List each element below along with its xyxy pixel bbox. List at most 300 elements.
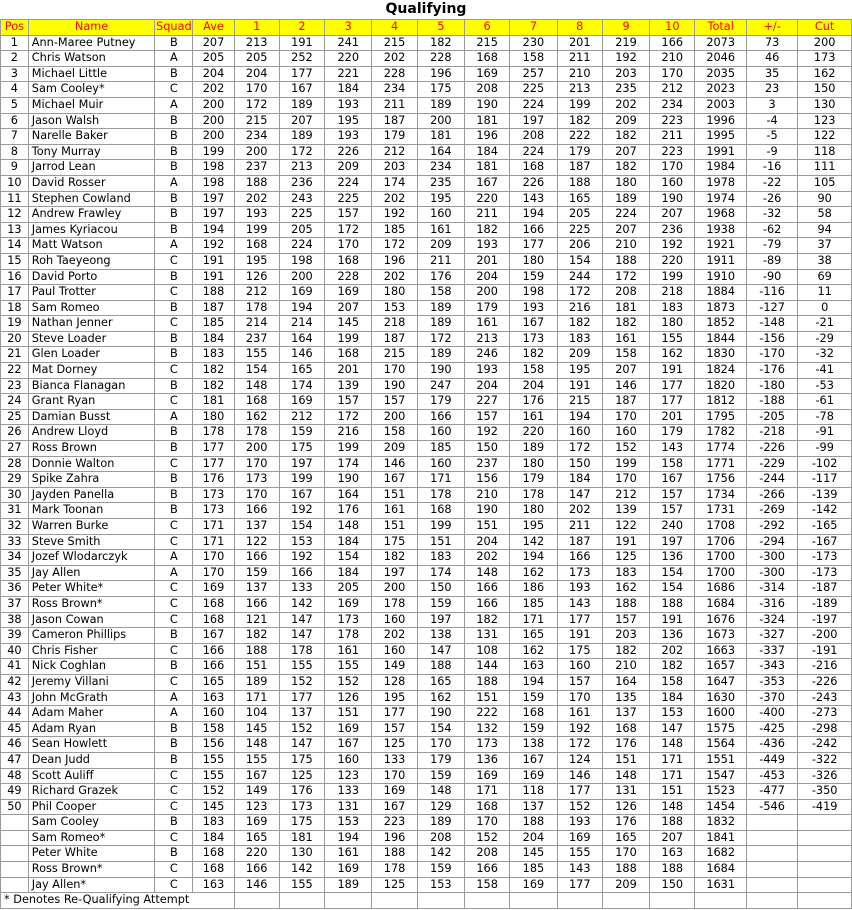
table-cell: B [155,425,193,441]
table-cell: 185 [417,441,464,457]
table-cell: 146 [372,456,417,472]
table-cell: 190 [465,503,510,519]
table-cell: 166 [234,550,279,566]
table-cell: C [155,674,193,690]
table-cell: B [155,503,193,519]
table-cell: 1454 [695,799,746,815]
table-cell: 151 [465,690,510,706]
table-cell: 133 [372,752,417,768]
table-cell: 178 [234,300,279,316]
table-cell: 1984 [695,160,746,176]
table-cell: Michael Little [28,66,155,82]
table-cell: 169 [325,596,372,612]
table-cell: -477 [746,784,797,800]
table-row [1,581,852,597]
table-cell: -117 [798,472,852,488]
table-cell: 186 [510,581,557,597]
table-cell: 145 [234,721,279,737]
qualifying-table [0,19,852,909]
table-cell: 200 [234,144,279,160]
table-cell: 199 [650,269,695,285]
table-cell: 1630 [695,690,746,706]
table-cell: 212 [372,144,417,160]
table-cell: 166 [465,581,510,597]
table-cell: A [155,409,193,425]
table-cell: Mark Toonan [28,503,155,519]
table-cell: 1974 [695,191,746,207]
table-cell: -4 [746,113,797,129]
table-cell: 159 [417,596,464,612]
table-cell: 191 [557,378,602,394]
table-cell: 169 [372,784,417,800]
table-cell: 1547 [695,768,746,784]
table-cell: 225 [279,207,324,223]
table-cell: 169 [325,862,372,878]
table-cell: 188 [650,596,695,612]
table-cell [798,862,852,878]
table-cell: -99 [798,441,852,457]
table-cell: 166 [650,35,695,51]
table-cell: 1832 [695,815,746,831]
table-cell: 185 [193,316,234,332]
table-cell: C [155,394,193,410]
table-cell: 1 [1,35,29,51]
table-cell: 167 [372,472,417,488]
table-cell: B [155,66,193,82]
table-cell: 257 [510,66,557,82]
table-row [1,409,852,425]
table-cell: 162 [798,66,852,82]
table-row [1,331,852,347]
table-cell: 1684 [695,596,746,612]
table-cell: 195 [557,363,602,379]
table-cell: 168 [325,253,372,269]
table-cell: 1978 [695,175,746,191]
table-cell: 27 [1,441,29,457]
table-cell: 176 [417,269,464,285]
table-cell: 1756 [695,472,746,488]
table-cell: 179 [417,394,464,410]
table-cell: 147 [557,487,602,503]
table-cell: 191 [650,363,695,379]
table-cell: 195 [510,519,557,535]
table-cell: 157 [372,721,417,737]
table-cell: 36 [1,581,29,597]
table-cell: 1841 [695,830,746,846]
table-cell: 145 [193,799,234,815]
table-cell: A [155,690,193,706]
table-cell: 189 [279,97,324,113]
table-cell: 173 [465,737,510,753]
table-cell: 153 [372,300,417,316]
table-cell: -292 [746,519,797,535]
column-header-6: 6 [465,20,510,36]
table-cell: 139 [602,503,649,519]
table-cell: -205 [746,409,797,425]
table-cell: 158 [510,51,557,67]
table-cell: 24 [1,394,29,410]
column-header-2: 2 [279,20,324,36]
table-cell: Nathan Jenner [28,316,155,332]
table-cell: 184 [465,144,510,160]
table-cell: 188 [557,175,602,191]
table-row [1,300,852,316]
table-cell: 170 [193,565,234,581]
table-cell: 183 [193,815,234,831]
table-cell: Adam Ryan [28,721,155,737]
table-cell: 215 [372,347,417,363]
table-cell: C [155,596,193,612]
table-cell: 131 [325,799,372,815]
table-cell: Ross Brown* [28,596,155,612]
table-cell: 207 [602,222,649,238]
table-cell: 194 [510,674,557,690]
table-cell: 22 [1,363,29,379]
table-cell: 183 [602,565,649,581]
table-cell: 154 [650,565,695,581]
table-cell: Steve Smith [28,534,155,550]
table-cell: Mat Dorney [28,363,155,379]
table-cell: 173 [234,472,279,488]
table-cell: 224 [510,144,557,160]
table-cell: C [155,581,193,597]
table-cell: 189 [417,97,464,113]
table-row [1,441,852,457]
table-cell: 204 [234,66,279,82]
table-cell: 204 [510,378,557,394]
table-cell: -243 [798,690,852,706]
column-header-9: 9 [602,20,649,36]
table-cell: -266 [746,487,797,503]
table-cell: -173 [798,550,852,566]
column-header-total: Total [695,20,746,36]
table-cell: 210 [557,66,602,82]
table-cell: 1795 [695,409,746,425]
table-cell: 167 [510,752,557,768]
table-cell: 1575 [695,721,746,737]
table-cell: 172 [557,737,602,753]
table-cell: 207 [602,144,649,160]
table-cell: 158 [650,674,695,690]
table-cell: 28 [1,456,29,472]
table-cell: 161 [417,222,464,238]
table-cell: Ann-Maree Putney [28,35,155,51]
table-cell: 178 [372,862,417,878]
table-cell: Glen Loader [28,347,155,363]
table-cell: C [155,862,193,878]
table-cell: 123 [325,768,372,784]
table-cell: 20 [1,331,29,347]
table-cell: 188 [650,815,695,831]
table-cell: 152 [193,784,234,800]
table-cell: 196 [417,66,464,82]
table-cell: 29 [1,472,29,488]
table-cell: 30 [1,487,29,503]
table-cell: 194 [279,300,324,316]
table-cell: 169 [465,66,510,82]
table-cell: 202 [193,82,234,98]
table-cell: 160 [325,752,372,768]
table-cell: B [155,207,193,223]
empty-cell [372,893,417,909]
table-cell: 160 [193,706,234,722]
table-cell: 1910 [695,269,746,285]
table-cell: 207 [279,113,324,129]
table-cell: 41 [1,659,29,675]
table-cell: 194 [193,222,234,238]
table-cell: 94 [798,222,852,238]
table-cell: B [155,331,193,347]
table-cell: 25 [1,409,29,425]
table-cell: 188 [465,674,510,690]
table-cell: 158 [602,347,649,363]
table-cell [1,877,29,893]
table-cell: Ross Brown [28,441,155,457]
table-row [1,503,852,519]
table-cell: 2073 [695,35,746,51]
table-cell: 135 [602,690,649,706]
table-cell: -89 [746,253,797,269]
table-cell: 175 [279,441,324,457]
table-cell: 1673 [695,628,746,644]
table-cell: 142 [510,534,557,550]
table-cell: 1852 [695,316,746,332]
table-cell: 189 [510,441,557,457]
table-cell: 172 [557,441,602,457]
table-cell: 149 [372,659,417,675]
table-cell: 168 [510,160,557,176]
table-cell: 155 [325,659,372,675]
table-cell: 183 [417,550,464,566]
table-cell: Jarrod Lean [28,160,155,176]
table-cell: 151 [650,784,695,800]
table-cell: 1551 [695,752,746,768]
table-cell: 177 [193,456,234,472]
table-cell: 225 [510,82,557,98]
table-cell: C [155,363,193,379]
table-cell: 236 [279,175,324,191]
table-row [1,425,852,441]
table-cell: 166 [465,862,510,878]
table-cell: 157 [650,503,695,519]
table-cell: 184 [650,690,695,706]
table-cell: 188 [602,596,649,612]
table-cell: 207 [650,830,695,846]
table-cell [1,846,29,862]
table-cell: 143 [557,596,602,612]
table-cell: 13 [1,222,29,238]
table-cell: 211 [465,207,510,223]
table-cell: 165 [557,191,602,207]
table-cell: 191 [193,253,234,269]
table-cell: 1824 [695,363,746,379]
table-cell: 205 [325,581,372,597]
table-cell: 210 [602,238,649,254]
table-cell: 144 [465,659,510,675]
table-cell: 155 [234,347,279,363]
table-cell: 39 [1,628,29,644]
table-cell: 1700 [695,550,746,566]
footnote: * Denotes Re-Qualifying Attempt [1,893,235,909]
table-cell: 171 [650,752,695,768]
table-cell: -337 [746,643,797,659]
table-cell: -300 [746,550,797,566]
table-cell: 118 [798,144,852,160]
table-cell: 176 [279,784,324,800]
table-cell: 165 [279,363,324,379]
table-cell: 162 [417,690,464,706]
table-cell: 7 [1,129,29,145]
table-cell: 142 [279,862,324,878]
table-cell: B [155,347,193,363]
table-cell: 170 [465,815,510,831]
table-cell: 170 [650,160,695,176]
table-cell: 35 [746,66,797,82]
table-cell: 148 [325,519,372,535]
table-cell: 159 [417,862,464,878]
table-cell: 182 [602,643,649,659]
table-cell: 220 [325,51,372,67]
table-cell: 1647 [695,674,746,690]
table-cell: 171 [510,612,557,628]
table-row [1,347,852,363]
table-cell: 1663 [695,643,746,659]
table-cell: 182 [193,363,234,379]
table-cell: 168 [465,51,510,67]
table-cell: 192 [279,503,324,519]
column-header-plus-minus: +/- [746,20,797,36]
table-cell: 193 [325,97,372,113]
table-cell: 17 [1,285,29,301]
table-cell: 175 [417,82,464,98]
table-cell: 145 [510,846,557,862]
table-cell: 199 [557,97,602,113]
table-cell: Jozef Wlodarczyk [28,550,155,566]
table-cell: 181 [193,394,234,410]
table-cell: 163 [193,690,234,706]
table-cell: Andrew Lloyd [28,425,155,441]
table-cell: 185 [510,862,557,878]
table-row [1,659,852,675]
table-cell: 234 [417,160,464,176]
table-cell: 182 [602,129,649,145]
table-cell: -216 [798,659,852,675]
table-cell: 168 [193,612,234,628]
table-cell: 198 [279,253,324,269]
table-cell: 172 [279,144,324,160]
table-cell: 205 [279,222,324,238]
table-cell: 199 [325,441,372,457]
table-cell: 166 [234,596,279,612]
table-cell: 182 [510,347,557,363]
table-cell: 193 [557,581,602,597]
table-cell: 176 [510,394,557,410]
table-cell: 192 [193,238,234,254]
table-cell: 187 [557,160,602,176]
table-cell: Steve Loader [28,331,155,347]
table-cell: 172 [417,331,464,347]
table-cell: Peter White* [28,581,155,597]
column-header-ave: Ave [193,20,234,36]
table-cell: 1911 [695,253,746,269]
table-cell: 172 [234,97,279,113]
table-cell: 203 [602,66,649,82]
table-cell: 168 [602,721,649,737]
table-cell: 210 [650,51,695,67]
table-cell: 1968 [695,207,746,223]
table-cell: 222 [557,129,602,145]
table-cell: 169 [510,768,557,784]
table-cell: 180 [193,409,234,425]
table-cell: 161 [510,409,557,425]
table-cell: 193 [465,238,510,254]
table-cell: 218 [372,316,417,332]
table-cell: 209 [372,441,417,457]
table-cell: 200 [417,113,464,129]
empty-cell [695,893,746,909]
table-cell: 123 [798,113,852,129]
table-cell: B [155,222,193,238]
table-cell: 177 [193,441,234,457]
table-cell: 162 [602,581,649,597]
table-cell: 174 [417,565,464,581]
table-cell [798,815,852,831]
table-cell: -62 [746,222,797,238]
table-cell: 124 [557,752,602,768]
table-cell: 5 [1,97,29,113]
table-cell: 191 [557,628,602,644]
table-cell: 131 [602,784,649,800]
table-cell: C [155,519,193,535]
table-cell [798,830,852,846]
table-cell: 147 [417,643,464,659]
table-cell: 241 [325,35,372,51]
table-cell: 216 [325,425,372,441]
table-cell: 237 [234,331,279,347]
table-cell: 161 [465,316,510,332]
table-cell: 169 [234,815,279,831]
table-cell: 176 [325,503,372,519]
table-cell: 161 [602,331,649,347]
table-cell: 188 [417,659,464,675]
table-cell: 154 [557,253,602,269]
table-cell: 188 [602,862,649,878]
table-cell: 181 [465,160,510,176]
table-cell: 3 [1,66,29,82]
table-cell [1,862,29,878]
table-cell: 165 [234,830,279,846]
table-cell: 204 [465,534,510,550]
table-cell: 214 [234,316,279,332]
table-cell: 207 [325,300,372,316]
table-cell: 200 [372,581,417,597]
table-cell: 142 [279,596,324,612]
table-cell: 206 [557,238,602,254]
table-cell: C [155,643,193,659]
table-cell: 147 [279,628,324,644]
table-cell: 138 [510,737,557,753]
table-cell: 236 [650,222,695,238]
table-cell: 237 [234,160,279,176]
table-cell: 244 [557,269,602,285]
table-cell: 178 [372,596,417,612]
table-cell: -343 [746,659,797,675]
table-cell: 168 [417,503,464,519]
table-cell: 151 [602,752,649,768]
table-cell: Grant Ryan [28,394,155,410]
table-cell: Nick Coghlan [28,659,155,675]
table-cell: 163 [510,659,557,675]
